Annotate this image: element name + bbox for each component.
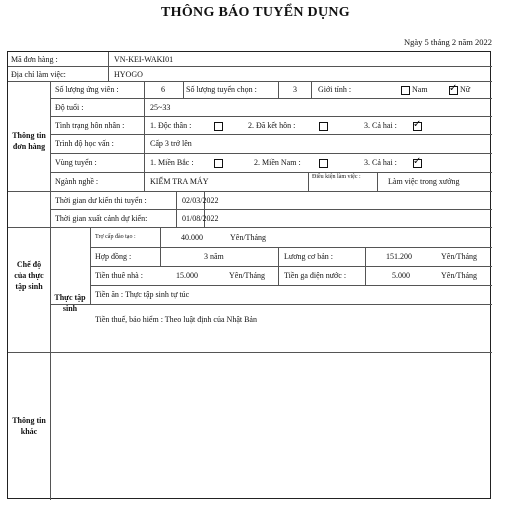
region-option-south: 2. Miền Nam :	[254, 158, 301, 167]
grid-line	[308, 172, 309, 191]
marital-option-single: 1. Độc thân :	[150, 121, 192, 130]
exam-date-value: 02/03/2022	[182, 196, 219, 205]
grid-line	[90, 247, 492, 248]
grid-line	[176, 191, 177, 227]
order-code-label: Mã đơn hàng :	[11, 55, 58, 64]
gender-male-label: Nam	[412, 85, 428, 94]
conditions-label: Điều kiện làm việc :	[312, 174, 361, 180]
departure-date-label: Thời gian xuất cảnh dự kiến:	[55, 214, 148, 223]
grid-line	[50, 116, 492, 117]
grid-line	[160, 227, 161, 266]
grid-line	[311, 81, 312, 98]
candidates-value: 6	[161, 85, 165, 94]
training-allowance-unit: Yên/Tháng	[230, 233, 266, 242]
tax-insurance-note: Tiền thuế, bảo hiểm : Theo luật định của Nhật Bản	[95, 315, 257, 324]
basic-salary-label: Lương cơ bản :	[284, 252, 334, 261]
selected-label: Số lượng tuyển chọn :	[186, 85, 257, 94]
region-option-both: 3. Cả hai :	[364, 158, 397, 167]
grid-line	[8, 352, 492, 353]
region-south-checkbox[interactable]	[319, 159, 328, 168]
grid-line	[8, 81, 492, 82]
basic-salary-value: 151.200	[386, 252, 412, 261]
grid-line	[108, 52, 109, 81]
gender-label: Giới tính :	[318, 85, 352, 94]
selected-value: 3	[293, 85, 297, 94]
trainee-sub-label: Thực tập sinh	[54, 293, 86, 313]
region-label: Vùng tuyển :	[55, 158, 97, 167]
grid-line	[8, 191, 492, 192]
conditions-value: Làm việc trong xưởng	[388, 177, 460, 186]
document-date: Ngày 5 tháng 2 năm 2022	[403, 37, 492, 47]
grid-line	[50, 98, 492, 99]
check-mark-icon: ✓	[413, 119, 422, 130]
contract-label: Hợp đồng :	[95, 252, 132, 261]
grid-line	[8, 227, 492, 228]
training-allowance-label: Trợ cấp đào tạo :	[95, 234, 136, 240]
rent-value: 15.000	[176, 271, 198, 280]
rent-unit: Yên/Tháng	[229, 271, 265, 280]
grid-line	[50, 81, 51, 500]
contract-value: 3 năm	[204, 252, 224, 261]
page-title: THÔNG BÁO TUYỂN DỤNG	[161, 5, 350, 20]
marital-married-checkbox[interactable]	[319, 122, 328, 131]
grid-line	[377, 172, 378, 191]
grid-line	[50, 209, 492, 210]
marital-option-both: 3. Cả hai :	[364, 121, 397, 130]
grid-line	[90, 285, 492, 286]
grid-line	[278, 247, 279, 285]
work-location-value: HYOGO	[114, 70, 143, 79]
check-mark-icon: ✓	[413, 156, 422, 167]
grid-line	[144, 81, 145, 98]
marital-single-checkbox[interactable]	[214, 122, 223, 131]
rent-label: Tiền thuê nhà :	[95, 271, 143, 280]
education-value: Cấp 3 trở lên	[150, 139, 192, 148]
recruitment-form	[7, 51, 491, 499]
grid-line	[50, 172, 492, 173]
work-location-label: Địa chỉ làm việc:	[11, 70, 66, 79]
departure-date-value: 01/08/2022	[182, 214, 219, 223]
marital-option-married: 2. Đã kết hôn :	[248, 121, 296, 130]
grid-line	[90, 227, 91, 304]
grid-line	[8, 66, 492, 67]
grid-line	[144, 98, 145, 191]
grid-line	[183, 81, 184, 98]
grid-line	[90, 266, 492, 267]
age-value: 25~33	[150, 103, 171, 112]
job-value: KIỂM TRA MÁY	[150, 177, 209, 186]
other-info-section-label: Thông tin khác	[12, 416, 46, 436]
check-mark-icon: ✓	[449, 83, 458, 94]
grid-line	[50, 153, 492, 154]
training-allowance-value: 40.000	[181, 233, 203, 242]
meals-note: Tiền ăn : Thực tập sinh tự túc	[95, 290, 190, 299]
gender-male-checkbox[interactable]	[401, 86, 410, 95]
utilities-unit: Yên/Tháng	[441, 271, 477, 280]
region-option-north: 1. Miền Bắc :	[150, 158, 194, 167]
grid-line	[50, 304, 492, 305]
trainee-section-label: Chế độ của thực tập sinh	[14, 260, 44, 291]
exam-date-label: Thời gian dư kiến thi tuyển :	[55, 196, 147, 205]
marital-label: Tình trạng hôn nhân :	[55, 121, 125, 130]
age-label: Độ tuổi :	[55, 103, 84, 112]
grid-line	[278, 81, 279, 98]
basic-salary-unit: Yên/Tháng	[441, 252, 477, 261]
order-info-section-label: Thông tin đơn hàng	[12, 131, 46, 151]
job-label: Ngành nghề :	[55, 177, 99, 186]
utilities-label: Tiền ga điện nước :	[284, 271, 347, 280]
order-code-value: VN-KEI-WAKI01	[114, 55, 174, 64]
region-north-checkbox[interactable]	[214, 159, 223, 168]
utilities-value: 5.000	[392, 271, 410, 280]
candidates-label: Số lượng ứng viên :	[55, 85, 119, 94]
gender-female-label: Nữ	[460, 85, 471, 94]
grid-line	[365, 247, 366, 285]
grid-line	[50, 134, 492, 135]
education-label: Trình độ học vấn :	[55, 139, 114, 148]
